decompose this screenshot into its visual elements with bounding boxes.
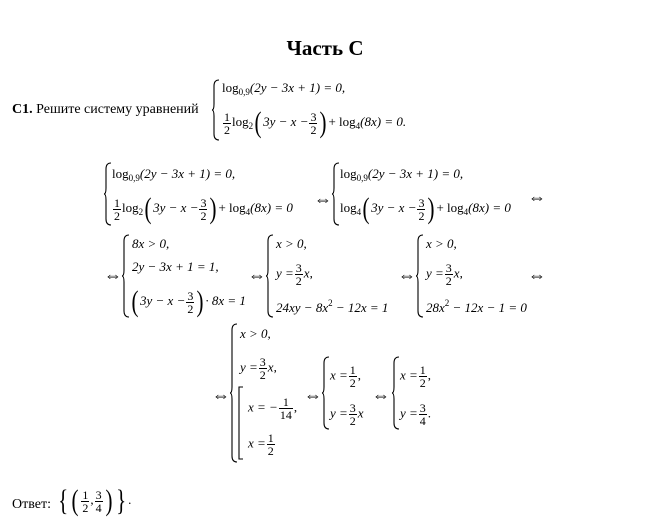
equivalence-arrow: ⇔	[212, 385, 230, 405]
equivalence-arrow: ⇔	[398, 265, 416, 285]
brace-step-8	[392, 356, 400, 430]
step-2-equation-2: $\log_4$( 3y − x − $\frac{3}{2}$ ) + $\log_4(8x) = 0$	[340, 192, 511, 225]
brace-step-3	[122, 234, 130, 318]
step-6-equation-2: y = $\frac{3}{2}$ x,	[240, 355, 277, 382]
equivalence-arrow: ⇔	[104, 265, 122, 285]
step-8-equation-2: y = $\frac{3}{4}$ .	[400, 401, 432, 428]
step-8-equation-1: x = $\frac{1}{2}$ ,	[400, 363, 432, 390]
step-5-equation-2: y = $\frac{3}{2}$ x,	[426, 261, 463, 288]
problem-equation-2: $\frac{1}{2}$ $\log_2$( 3y − x − $\frac{3}{2}$ ) + $\log_4(8x) = 0$.	[224, 106, 407, 139]
step-1-equation-2: $\frac{1}{2}$ $\log_2$( 3y − x − $\frac{3}{2}$ ) + $\log_4(8x) = 0$	[114, 192, 293, 225]
step-7-equation-1: x = $\frac{1}{2}$ ,	[330, 363, 362, 390]
step-2-equation-1: $\log_{0,9}(2y - 3x + 1) = 0$,	[340, 166, 464, 183]
step-6-root-2: x = $\frac{1}{2}$	[248, 431, 274, 458]
step-5-equation-3: $28x^2 - 12x - 1 = 0$	[426, 298, 527, 315]
problem-number: C1.	[12, 102, 33, 117]
step-4-equation-2: y = $\frac{3}{2}$ x,	[276, 261, 313, 288]
brace-step-2	[332, 162, 340, 226]
bracket-union	[238, 386, 244, 460]
equivalence-arrow: ⇔	[372, 385, 390, 405]
step-5-equation-1: x > 0,	[426, 236, 457, 251]
step-7-equation-2: y = $\frac{3}{2}$ x	[330, 401, 364, 428]
brace-step-1	[104, 162, 112, 226]
problem-equation-1: $\log_{0,9}(2y - 3x + 1) = 0$,	[222, 80, 346, 97]
step-4-equation-3: $24xy - 8x^2 - 12x = 1$	[276, 298, 389, 315]
equivalence-arrow: ⇔	[528, 187, 546, 207]
brace-step-7	[322, 356, 330, 430]
brace-step-6	[230, 323, 238, 463]
answer-label: Ответ:	[12, 497, 51, 512]
page-title: Часть C	[286, 36, 364, 60]
brace-step-4	[266, 234, 274, 318]
equivalence-arrow: ⇔	[248, 265, 266, 285]
step-6-equation-1: x > 0,	[240, 326, 271, 341]
equivalence-arrow: ⇔	[528, 265, 546, 285]
brace-problem-system	[212, 79, 220, 141]
step-3-equation-2: 2y − 3x + 1 = 1,	[132, 259, 219, 274]
answer-value: { ( $\frac{1}{2}$ , $\frac{3}{4}$ ) } .	[58, 484, 132, 517]
step-1-equation-1: $\log_{0,9}(2y - 3x + 1) = 0$,	[112, 166, 236, 183]
brace-step-5	[416, 234, 424, 318]
problem-statement	[12, 102, 199, 118]
step-6-root-1: x = − $\frac{1}{14}$ ,	[248, 395, 298, 422]
problem-text: Решите систему уравнений	[36, 102, 199, 117]
step-3-equation-3: ( 3y − x − $\frac{3}{2}$ ) · 8x = 1	[131, 285, 246, 318]
equivalence-arrow: ⇔	[314, 189, 332, 209]
step-4-equation-1: x > 0,	[276, 236, 307, 251]
equivalence-arrow: ⇔	[304, 385, 322, 405]
step-3-equation-1: 8x > 0,	[132, 236, 170, 251]
